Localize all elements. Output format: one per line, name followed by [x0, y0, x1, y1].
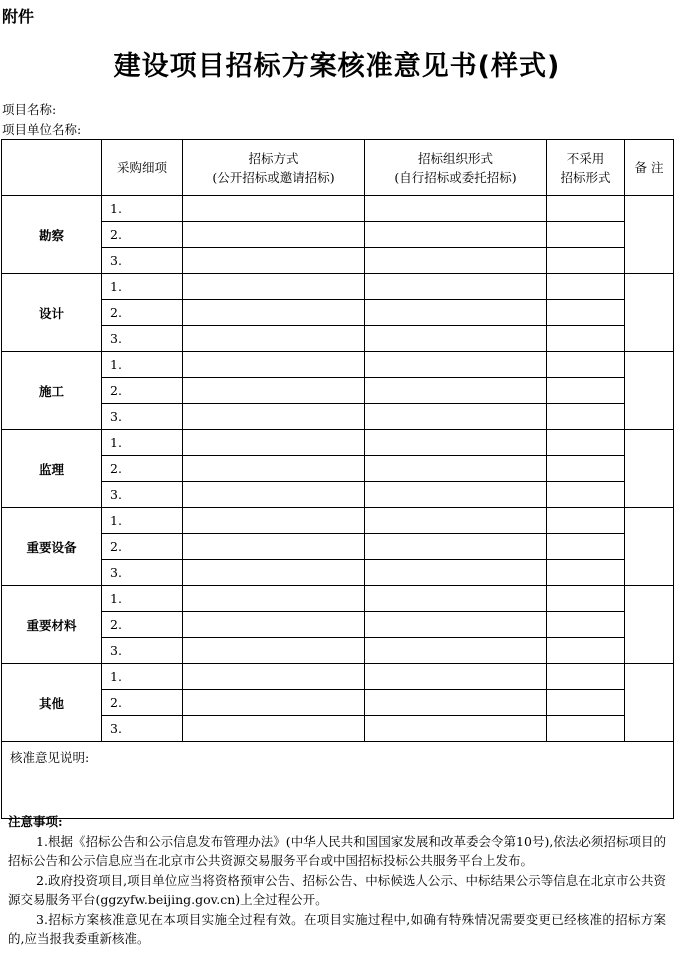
organization-cell[interactable]	[365, 326, 547, 352]
organization-cell[interactable]	[365, 352, 547, 378]
table-row	[2, 196, 674, 222]
item-number-cell: 1.	[102, 586, 183, 612]
header-method	[183, 140, 365, 196]
not-adopted-cell[interactable]	[547, 690, 625, 716]
header-noadopt-line2: 招标形式	[560, 169, 611, 185]
attachment-label: 附件	[2, 7, 35, 26]
organization-cell[interactable]	[365, 690, 547, 716]
method-cell[interactable]	[183, 482, 365, 508]
not-adopted-cell[interactable]	[547, 716, 625, 742]
not-adopted-cell[interactable]	[547, 300, 625, 326]
project-unit-field: 项目单位名称:	[2, 122, 82, 137]
item-number-cell: 3.	[102, 326, 183, 352]
item-number-cell: 2.	[102, 300, 183, 326]
table-row	[2, 664, 674, 690]
item-number-cell: 2.	[102, 456, 183, 482]
item-number-cell: 3.	[102, 404, 183, 430]
method-cell[interactable]	[183, 716, 365, 742]
table-row	[2, 534, 674, 560]
note-item-2: 2.政府投资项目,项目单位应当将资格预审公告、招标公告、中标候选人公示、中标结果公示等信息在北京市公共资源交易服务平台(ggzyfw.beijing.gov.cn)上全过程公开。	[8, 872, 666, 907]
table-row	[2, 248, 674, 274]
organization-cell[interactable]	[365, 248, 547, 274]
item-number-cell: 2.	[102, 378, 183, 404]
item-number-cell: 1.	[102, 196, 183, 222]
item-number-cell: 2.	[102, 690, 183, 716]
category-cell: 其他	[2, 664, 102, 742]
item-number-cell: 1.	[102, 274, 183, 300]
organization-cell[interactable]	[365, 586, 547, 612]
organization-cell[interactable]	[365, 664, 547, 690]
header-item: 采购细项	[102, 140, 183, 196]
table-row	[2, 638, 674, 664]
organization-cell[interactable]	[365, 716, 547, 742]
method-cell[interactable]	[183, 638, 365, 664]
table-row	[2, 690, 674, 716]
item-number-cell: 2.	[102, 534, 183, 560]
notes-title: 注意事项:	[8, 814, 63, 829]
not-adopted-cell[interactable]	[547, 378, 625, 404]
organization-cell[interactable]	[365, 378, 547, 404]
item-number-cell: 1.	[102, 664, 183, 690]
item-number-cell: 3.	[102, 716, 183, 742]
method-cell[interactable]	[183, 664, 365, 690]
header-blank-cell	[2, 140, 102, 196]
organization-cell[interactable]	[365, 638, 547, 664]
table-row	[2, 456, 674, 482]
organization-cell[interactable]	[365, 274, 547, 300]
not-adopted-cell[interactable]	[547, 612, 625, 638]
table-row	[2, 612, 674, 638]
not-adopted-cell[interactable]	[547, 664, 625, 690]
remark-cell[interactable]	[625, 430, 674, 508]
table-row	[2, 482, 674, 508]
not-adopted-cell[interactable]	[547, 508, 625, 534]
table-row	[2, 274, 674, 300]
project-name-field: 项目名称:	[2, 102, 57, 117]
item-number-cell: 3.	[102, 248, 183, 274]
item-number-cell: 1.	[102, 430, 183, 456]
note-item-3: 3.招标方案核准意见在本项目实施全过程有效。在项目实施过程中,如确有特殊情况需要变更已经核准的招标方案的,应当报我委重新核准。	[8, 911, 666, 946]
table-row	[2, 404, 674, 430]
organization-cell[interactable]	[365, 508, 547, 534]
method-cell[interactable]	[183, 456, 365, 482]
method-cell[interactable]	[183, 690, 365, 716]
organization-cell[interactable]	[365, 222, 547, 248]
not-adopted-cell[interactable]	[547, 482, 625, 508]
not-adopted-cell[interactable]	[547, 638, 625, 664]
method-cell[interactable]	[183, 378, 365, 404]
method-cell[interactable]	[183, 404, 365, 430]
method-cell[interactable]	[183, 274, 365, 300]
category-cell: 重要设备	[2, 508, 102, 586]
method-cell[interactable]	[183, 586, 365, 612]
header-noadopt-line1: 不采用	[566, 150, 605, 166]
opinion-cell[interactable]	[2, 742, 674, 819]
table-row	[2, 430, 674, 456]
not-adopted-cell[interactable]	[547, 274, 625, 300]
method-cell[interactable]	[183, 352, 365, 378]
header-not-adopted	[547, 140, 625, 196]
not-adopted-cell[interactable]	[547, 248, 625, 274]
organization-cell[interactable]	[365, 612, 547, 638]
not-adopted-cell[interactable]	[547, 560, 625, 586]
remark-cell[interactable]	[625, 508, 674, 586]
not-adopted-cell[interactable]	[547, 222, 625, 248]
notes-section	[8, 812, 666, 949]
remark-cell[interactable]	[625, 352, 674, 430]
table-row	[2, 352, 674, 378]
header-org-line2: (自行招标或委托招标)	[394, 169, 517, 185]
category-cell: 重要材料	[2, 586, 102, 664]
table-row	[2, 560, 674, 586]
table-row	[2, 326, 674, 352]
header-remark: 备 注	[625, 140, 674, 196]
organization-cell[interactable]	[365, 300, 547, 326]
remark-cell[interactable]	[625, 196, 674, 274]
organization-cell[interactable]	[365, 534, 547, 560]
method-cell[interactable]	[183, 508, 365, 534]
remark-cell[interactable]	[625, 274, 674, 352]
category-cell: 施工	[2, 352, 102, 430]
method-cell[interactable]	[183, 248, 365, 274]
item-number-cell: 2.	[102, 612, 183, 638]
remark-cell[interactable]	[625, 664, 674, 742]
method-cell[interactable]	[183, 430, 365, 456]
organization-cell[interactable]	[365, 404, 547, 430]
method-cell[interactable]	[183, 222, 365, 248]
approval-table	[1, 139, 674, 819]
table-row	[2, 222, 674, 248]
method-cell[interactable]	[183, 196, 365, 222]
not-adopted-cell[interactable]	[547, 352, 625, 378]
not-adopted-cell[interactable]	[547, 534, 625, 560]
organization-cell[interactable]	[365, 482, 547, 508]
organization-cell[interactable]	[365, 456, 547, 482]
method-cell[interactable]	[183, 612, 365, 638]
item-number-cell: 3.	[102, 638, 183, 664]
header-method-line1: 招标方式	[248, 150, 299, 166]
organization-cell[interactable]	[365, 560, 547, 586]
category-cell: 勘察	[2, 196, 102, 274]
method-cell[interactable]	[183, 300, 365, 326]
item-number-cell: 1.	[102, 508, 183, 534]
remark-cell[interactable]	[625, 586, 674, 664]
document-title: 建设项目招标方案核准意见书(样式)	[113, 51, 561, 82]
organization-cell[interactable]	[365, 430, 547, 456]
table-header-row	[2, 140, 674, 196]
method-cell[interactable]	[183, 534, 365, 560]
table-row	[2, 716, 674, 742]
organization-cell[interactable]	[365, 196, 547, 222]
category-cell: 设计	[2, 274, 102, 352]
header-org-line1: 招标组织形式	[417, 150, 493, 166]
item-number-cell: 3.	[102, 482, 183, 508]
not-adopted-cell[interactable]	[547, 456, 625, 482]
table-row	[2, 508, 674, 534]
not-adopted-cell[interactable]	[547, 404, 625, 430]
opinion-label: 核准意见说明:	[10, 750, 90, 765]
not-adopted-cell[interactable]	[547, 196, 625, 222]
header-method-line2: (公开招标或邀请招标)	[212, 169, 335, 185]
not-adopted-cell[interactable]	[547, 430, 625, 456]
not-adopted-cell[interactable]	[547, 586, 625, 612]
table-row	[2, 586, 674, 612]
header-organization	[365, 140, 547, 196]
item-number-cell: 1.	[102, 352, 183, 378]
table-row	[2, 300, 674, 326]
method-cell[interactable]	[183, 326, 365, 352]
note-item-1: 1.根据《招标公告和公示信息发布管理办法》(中华人民共和国国家发展和改革委会令第10号),依法必须招标项目的招标公告和公示信息应当在北京市公共资源交易服务平台或中国招标投标公共服务平台上发布。	[8, 833, 666, 868]
not-adopted-cell[interactable]	[547, 326, 625, 352]
item-number-cell: 3.	[102, 560, 183, 586]
item-number-cell: 2.	[102, 222, 183, 248]
category-cell: 监理	[2, 430, 102, 508]
method-cell[interactable]	[183, 560, 365, 586]
table-row	[2, 378, 674, 404]
opinion-row	[2, 742, 674, 819]
